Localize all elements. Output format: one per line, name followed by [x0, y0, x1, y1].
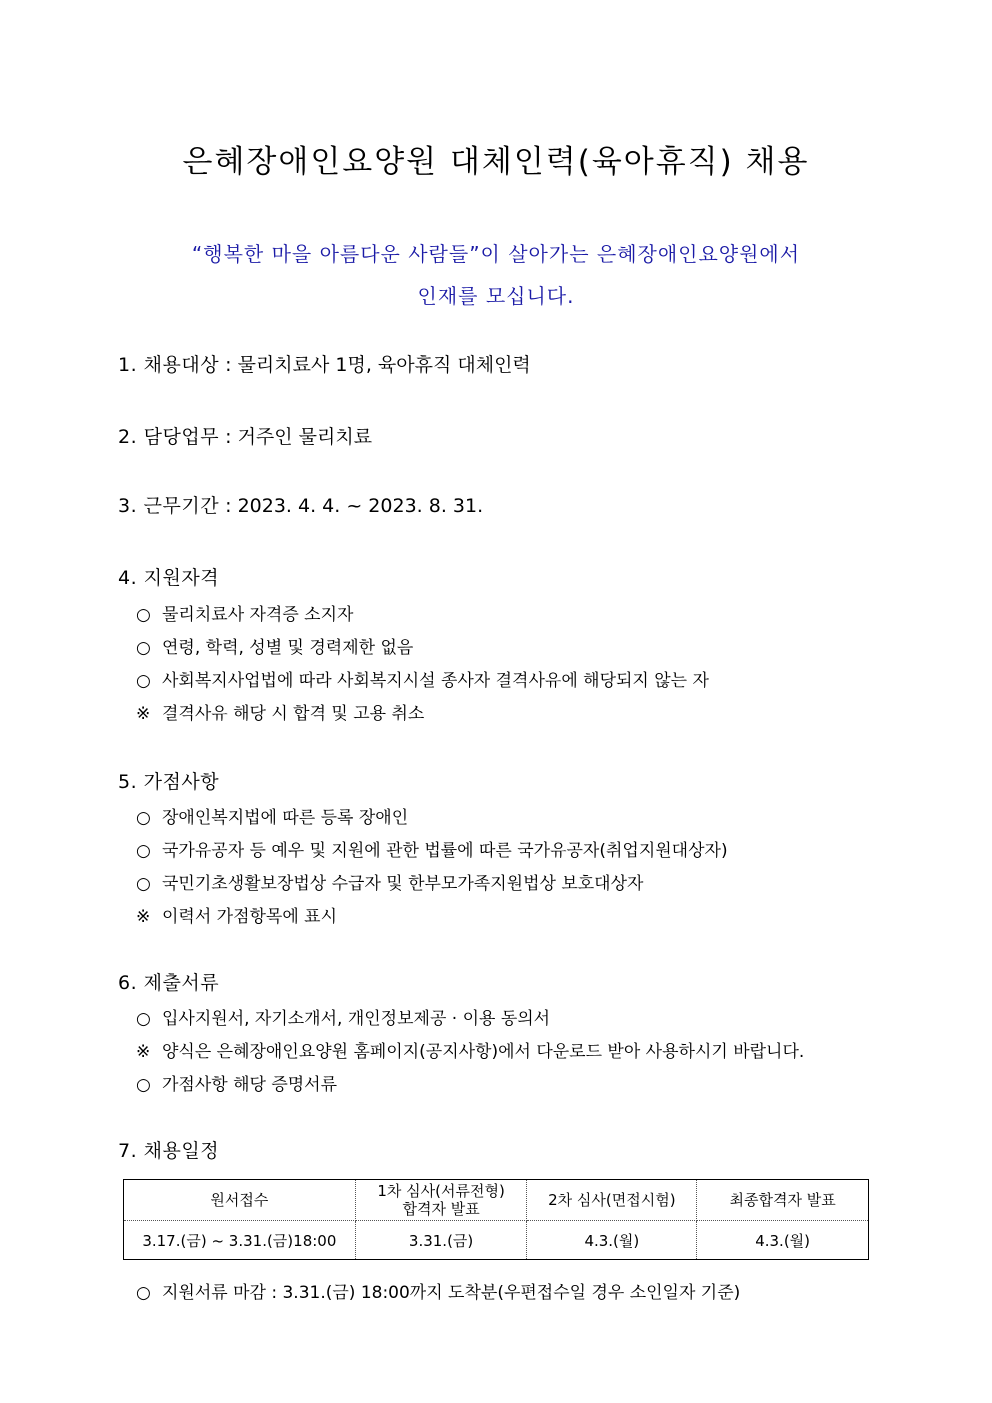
section-documents	[118, 968, 219, 995]
table-row	[124, 1221, 869, 1260]
section-qualifications	[118, 563, 219, 590]
list-item-text: 장애인복지법에 따른 등록 장애인	[162, 808, 409, 828]
bullet-mark: ○	[136, 1009, 151, 1029]
section-label: 3. 근무기간	[118, 495, 220, 517]
table-cell: 4.3.(월)	[697, 1221, 869, 1260]
schedule-table	[123, 1179, 869, 1260]
section-duties	[118, 422, 372, 449]
section-label: 2. 담당업무	[118, 426, 220, 448]
bullet-mark: ○	[136, 874, 151, 894]
header-line: 합격자 발표	[402, 1200, 480, 1218]
bullet-mark: ○	[136, 808, 151, 828]
section-value: 물리치료사 1명, 육아휴직 대체인력	[237, 354, 531, 376]
section-label: 1. 채용대상	[118, 354, 220, 376]
table-header-cell: 2차 심사(면접시험)	[527, 1180, 697, 1221]
header-line: 1차 심사(서류전형)	[377, 1182, 505, 1200]
list-item-text: 국가유공자 등 예우 및 지원에 관한 법률에 따른 국가유공자(취업지원대상자)	[162, 841, 728, 861]
table-header-row	[124, 1180, 869, 1221]
table-header-cell: 원서접수	[124, 1180, 356, 1221]
table-header-cell	[355, 1180, 527, 1221]
list-item-text: 국민기초생활보장법상 수급자 및 한부모가족지원법상 보호대상자	[162, 874, 644, 894]
list-item-text: 사회복지사업법에 따라 사회복지시설 종사자 결격사유에 해당되지 않는 자	[162, 671, 709, 691]
bullet-mark: ○	[136, 605, 151, 625]
list-item	[136, 902, 337, 927]
list-item	[136, 836, 728, 861]
section-label: 7. 채용일정	[118, 1140, 220, 1162]
list-item	[136, 666, 709, 691]
slogan-line-1: “행복한 마을 아름다운 사람들”이 살아가는 은혜장애인요양원에서	[191, 242, 801, 266]
bullet-mark: ○	[136, 1075, 151, 1095]
list-item-text: 물리치료사 자격증 소지자	[162, 605, 354, 625]
section-schedule	[118, 1136, 219, 1163]
section-label: 6. 제출서류	[118, 972, 220, 994]
table-header-cell: 최종합격자 발표	[697, 1180, 869, 1221]
separator: :	[219, 495, 238, 517]
list-item-text: 연령, 학력, 성별 및 경력제한 없음	[162, 638, 414, 658]
section-value: 거주인 물리치료	[237, 426, 373, 448]
list-item	[136, 1004, 550, 1029]
section-value: 2023. 4. 4. ~ 2023. 8. 31.	[237, 495, 484, 517]
note-mark: ※	[136, 1042, 151, 1062]
separator: :	[219, 426, 238, 448]
deadline-note-text: 지원서류 마감 : 3.31.(금) 18:00까지 도착분(우편접수일 경우 소인일자 기준)	[162, 1283, 741, 1303]
list-item	[136, 803, 408, 828]
list-item	[136, 633, 413, 658]
bullet-mark: ○	[136, 671, 151, 691]
note-mark: ※	[136, 704, 151, 724]
table-cell: 3.31.(금)	[355, 1221, 527, 1260]
list-item-text: 이력서 가점항목에 표시	[162, 907, 338, 927]
bullet-mark: ○	[136, 638, 151, 658]
list-item	[136, 699, 424, 724]
bullet-mark: ○	[136, 841, 151, 861]
separator: :	[219, 354, 238, 376]
bullet-mark: ○	[136, 1283, 151, 1303]
list-item	[136, 600, 353, 625]
list-item-text: 가점사항 해당 증명서류	[162, 1075, 338, 1095]
section-label: 4. 지원자격	[118, 567, 220, 589]
list-item-text: 결격사유 해당 시 합격 및 고용 취소	[162, 704, 425, 724]
list-item-text: 양식은 은혜장애인요양원 홈페이지(공지사항)에서 다운로드 받아 사용하시기 바랍니다.	[162, 1042, 805, 1062]
document-title: 은혜장애인요양원 대체인력(육아휴직) 채용	[182, 144, 810, 180]
slogan-line-2: 인재를 모십니다.	[417, 284, 575, 308]
section-bonus-points	[118, 767, 219, 794]
deadline-note	[136, 1278, 740, 1303]
section-recruitment-target	[118, 350, 531, 377]
table-cell: 4.3.(월)	[527, 1221, 697, 1260]
note-mark: ※	[136, 907, 151, 927]
section-work-period	[118, 491, 483, 518]
list-item-text: 입사지원서, 자기소개서, 개인정보제공 · 이용 동의서	[162, 1009, 551, 1029]
table-cell: 3.17.(금) ~ 3.31.(금)18:00	[124, 1221, 356, 1260]
list-item	[136, 869, 643, 894]
section-label: 5. 가점사항	[118, 771, 220, 793]
list-item	[136, 1070, 337, 1095]
list-item	[136, 1037, 804, 1062]
